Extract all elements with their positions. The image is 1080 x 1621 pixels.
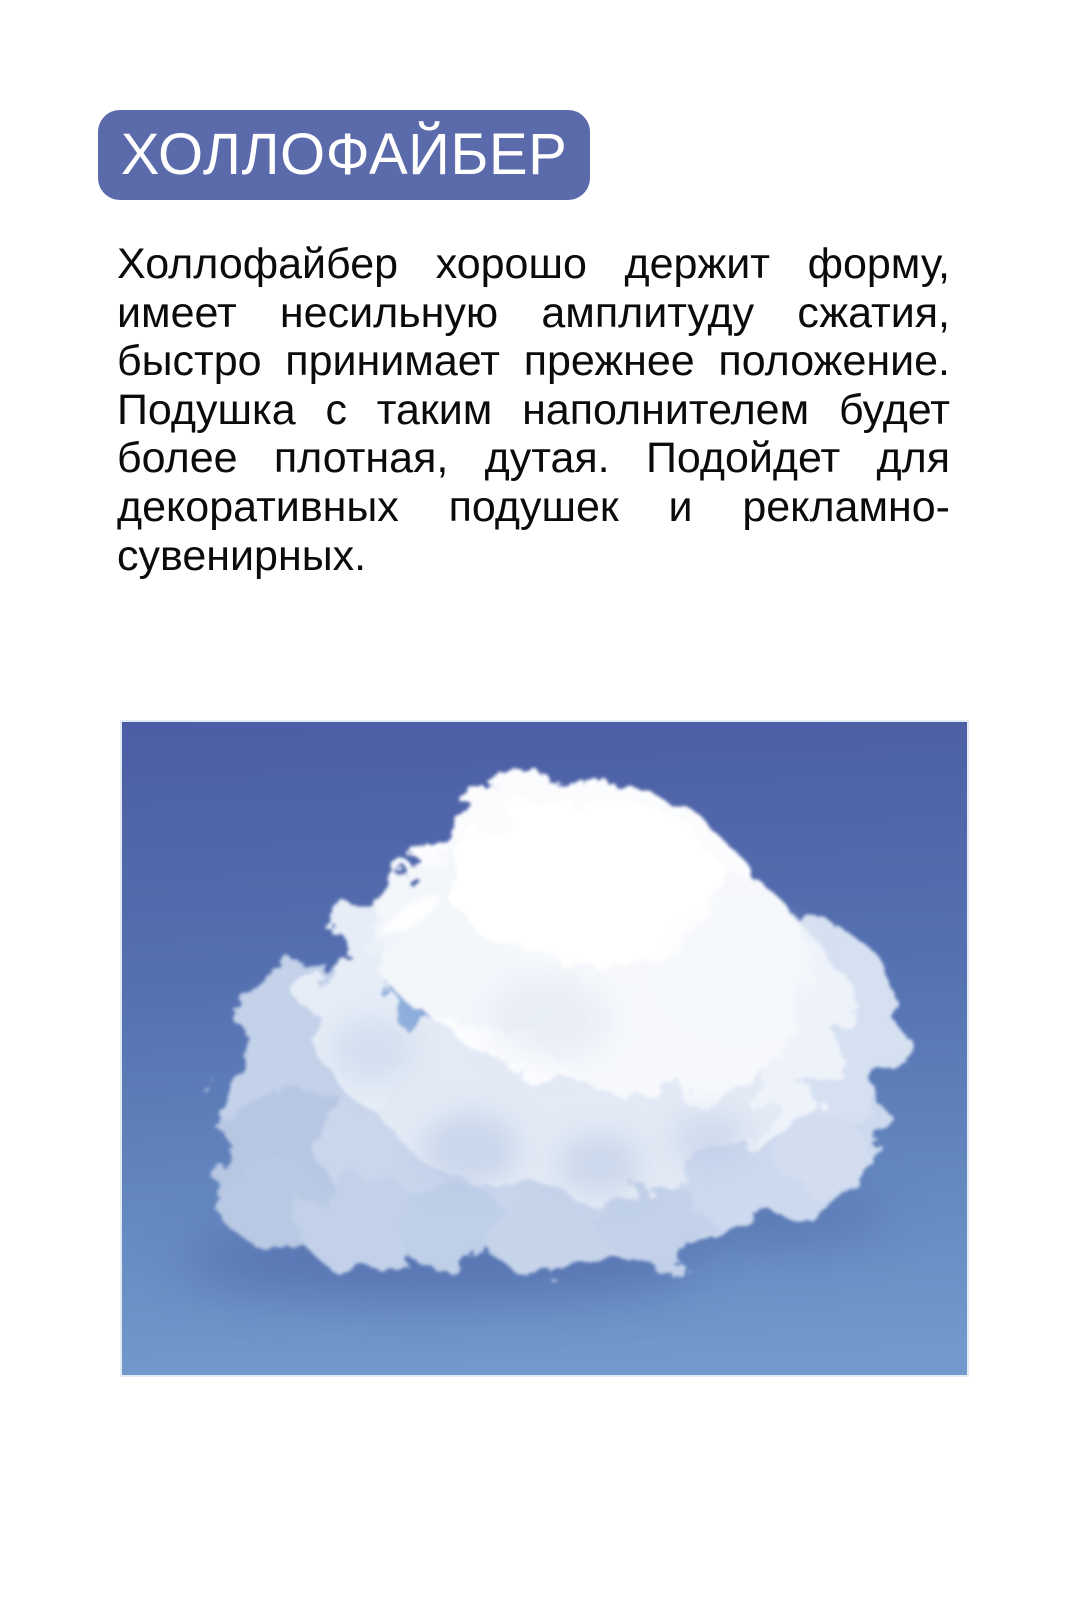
text-line: быстро принимает прежнее положение. (117, 337, 950, 386)
description-text (117, 240, 950, 580)
page-title: ХОЛЛОФАЙБЕР (120, 122, 568, 187)
text-line: декоративных подушек и рекламно- (117, 482, 950, 531)
hollofiber-photo (120, 720, 969, 1377)
text-line: более плотная, дутая. Подойдет для (117, 434, 950, 483)
text-line: имеет несильную амплитуду сжатия, (117, 288, 950, 337)
text-line: Холлофайбер хорошо держит форму, (117, 240, 950, 288)
title-badge (98, 110, 590, 200)
text-line: Подушка с таким наполнителем будет (117, 385, 950, 434)
text-line: сувенирных. (117, 531, 367, 580)
